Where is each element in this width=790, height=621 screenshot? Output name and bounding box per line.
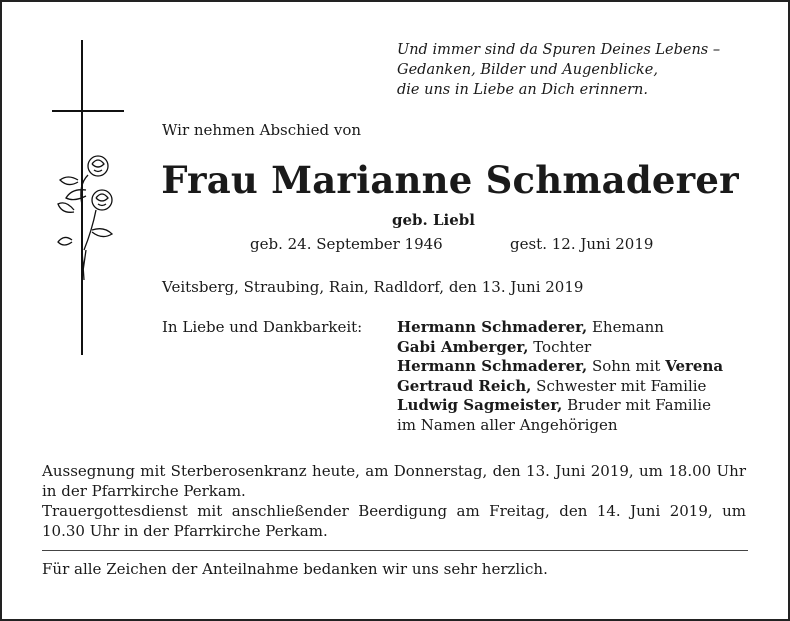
maiden-name: geb. Liebl bbox=[392, 211, 475, 229]
places-and-date: Veitsberg, Straubing, Rain, Radldorf, den 13. Juni 2019 bbox=[162, 278, 584, 296]
intro-text: Wir nehmen Abschied von bbox=[162, 121, 362, 139]
mourners-label: In Liebe und Dankbarkeit: bbox=[162, 318, 363, 336]
mourner-line: Hermann Schmaderer, Sohn mit Verena bbox=[397, 357, 724, 376]
birth-date: geb. 24. September 1946 bbox=[250, 235, 443, 253]
mourner-line: Gabi Amberger, Tochter bbox=[397, 337, 592, 356]
quote-line: Gedanken, Bilder und Augenblicke, bbox=[397, 62, 658, 78]
thanks-footer: Für alle Zeichen der Anteilnahme bedanken wir uns sehr herzlich. bbox=[42, 560, 548, 578]
mourner-line: Gertraud Reich, Schwester mit Familie bbox=[397, 376, 707, 395]
divider bbox=[42, 550, 748, 551]
death-date: gest. 12. Juni 2019 bbox=[510, 235, 654, 253]
quote-line: Und immer sind da Spuren Deines Lebens – bbox=[397, 42, 721, 58]
mourner-line: Hermann Schmaderer, Ehemann bbox=[397, 318, 664, 336]
cross-with-roses-icon bbox=[52, 40, 132, 360]
service-info bbox=[42, 461, 746, 541]
deceased-name: Frau Marianne Schmaderer bbox=[161, 158, 739, 202]
quote-line: die uns in Liebe an Dich erinnern. bbox=[397, 82, 648, 98]
aussegnung-text: Aussegnung mit Sterberosenkranz heute, am Donnerstag, den 13. Juni 2019, um 18.00 Uhr in der Pfarrkirche Perkam. bbox=[42, 462, 746, 500]
mourner-line: Ludwig Sagmeister, Bruder mit Familie bbox=[397, 396, 712, 415]
mourners-closing: im Namen aller Angehörigen bbox=[397, 415, 618, 434]
cross-icon bbox=[52, 40, 124, 355]
mourners-list bbox=[397, 318, 723, 436]
roses-icon bbox=[58, 156, 112, 280]
memorial-quote bbox=[397, 40, 720, 100]
trauergottesdienst-text: Trauergottesdienst mit anschließender Beerdigung am Freitag, den 14. Juni 2019, um 10.30 Uhr in der Pfarrkirche Perkam. bbox=[42, 502, 746, 540]
